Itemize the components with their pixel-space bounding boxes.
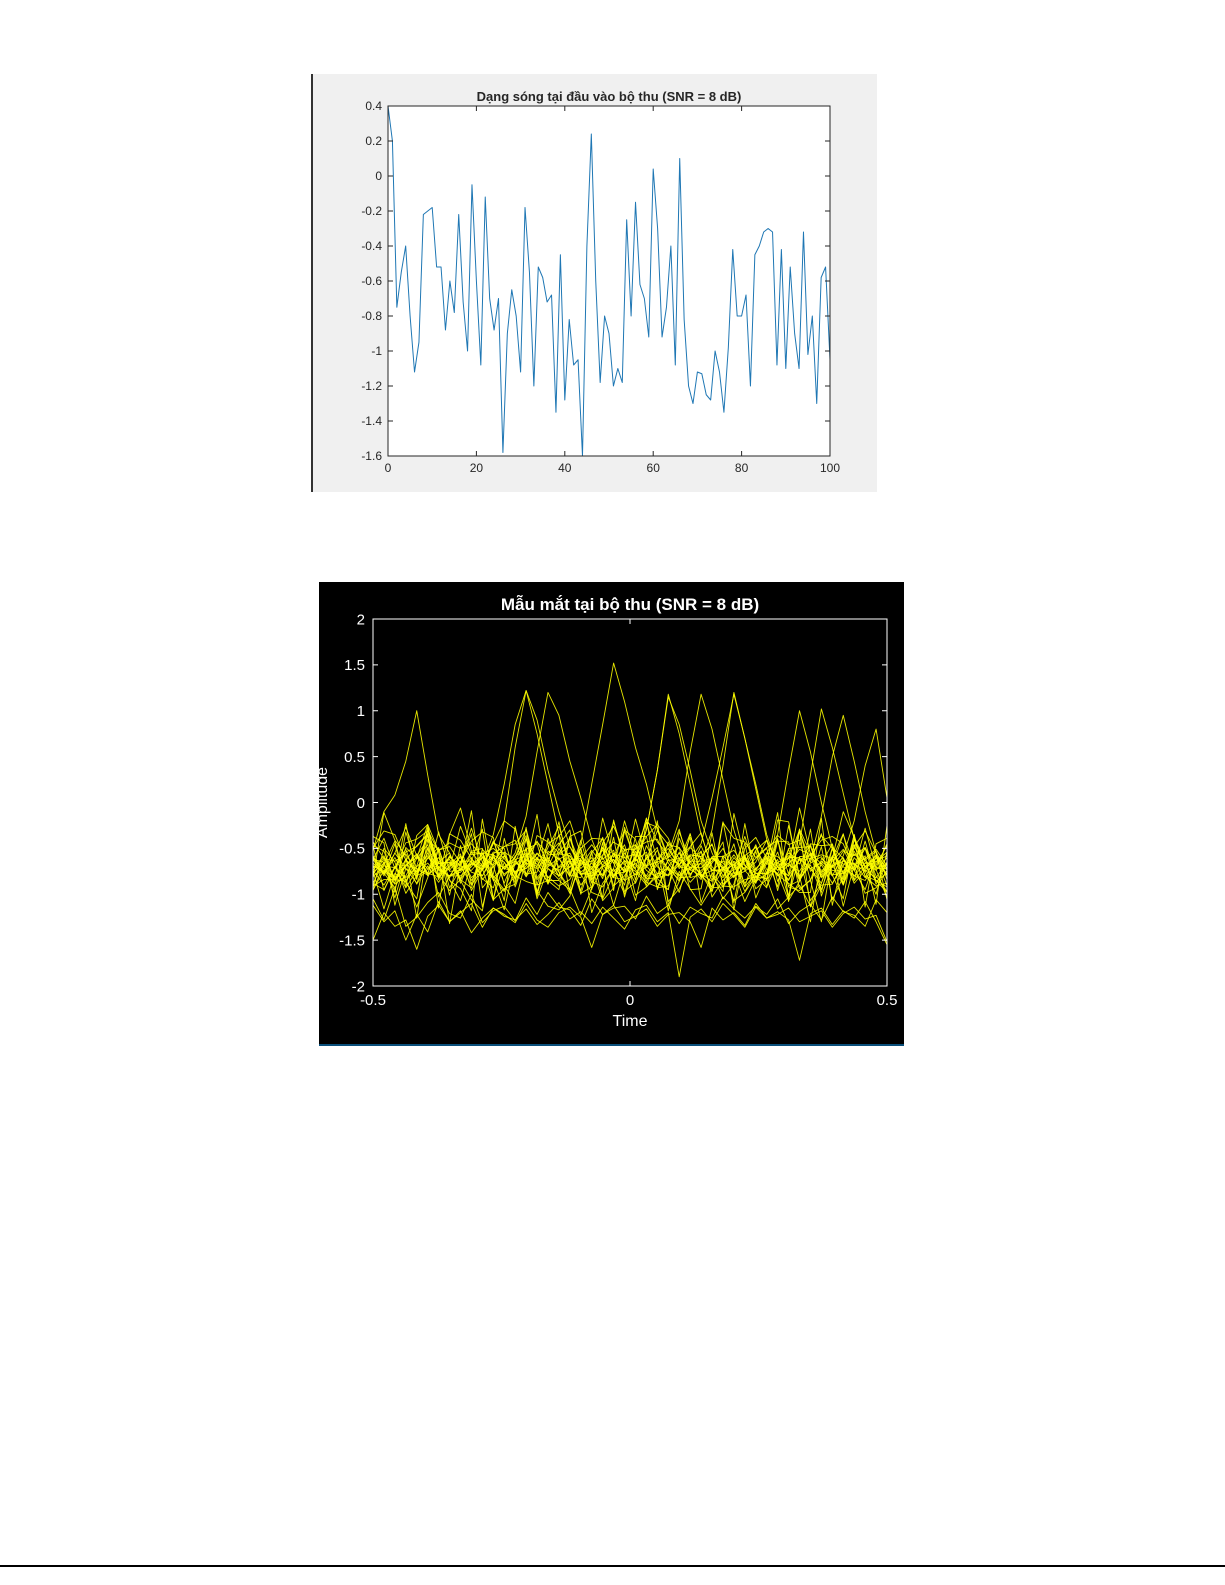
x-tick-label: 0: [625, 992, 635, 1009]
y-tick-label: 0.2: [365, 134, 382, 149]
x-tick-label: 60: [646, 461, 660, 475]
plot-area: [373, 619, 887, 986]
waveform-chart: [313, 74, 877, 492]
y-tick-label: -1: [351, 886, 365, 904]
x-tick-label: 0.5: [876, 992, 898, 1009]
x-tick-label: -0.5: [360, 992, 386, 1009]
plot-area: [388, 106, 830, 456]
chart-title: Dạng sóng tại đầu vào bộ thu (SNR = 8 dB): [476, 89, 742, 104]
x-tick-label: 40: [558, 461, 572, 475]
page-bottom-rule: [0, 1565, 1225, 1567]
x-tick-label: 80: [734, 461, 749, 475]
y-tick-label: 0: [375, 169, 382, 184]
x-axis-label: Time: [612, 1013, 648, 1030]
y-tick-label: 0.4: [365, 99, 382, 114]
y-tick-label: -0.6: [361, 274, 382, 289]
y-tick-label: -1.5: [339, 932, 365, 950]
x-tick-label: 100: [819, 461, 841, 475]
y-tick-label: -1.2: [361, 379, 382, 394]
x-tick-label: 0: [384, 461, 392, 475]
y-tick-label: 2: [356, 611, 365, 629]
y-tick-label: -2: [351, 978, 365, 996]
y-tick-label: 1: [356, 703, 365, 720]
y-tick-label: -1: [371, 344, 382, 359]
y-tick-label: -1.6: [361, 449, 382, 464]
waveform-figure: [311, 74, 877, 492]
y-tick-label: 1.5: [344, 657, 365, 675]
y-axis-label: Amplitude: [314, 766, 331, 839]
y-tick-label: 0.5: [344, 748, 365, 766]
x-tick-label: 20: [469, 461, 484, 475]
y-tick-label: -0.4: [361, 239, 382, 254]
chart-title: Mẫu mắt tại bộ thu (SNR = 8 dB): [500, 595, 760, 614]
y-tick-label: -0.8: [361, 309, 382, 324]
y-tick-label: -1.4: [361, 414, 382, 429]
y-tick-label: 0: [356, 794, 365, 812]
y-tick-label: -0.2: [361, 204, 382, 219]
eye-diagram-figure: [314, 582, 904, 1046]
y-tick-label: -0.5: [339, 840, 365, 858]
eye-diagram-chart: [314, 582, 904, 1042]
